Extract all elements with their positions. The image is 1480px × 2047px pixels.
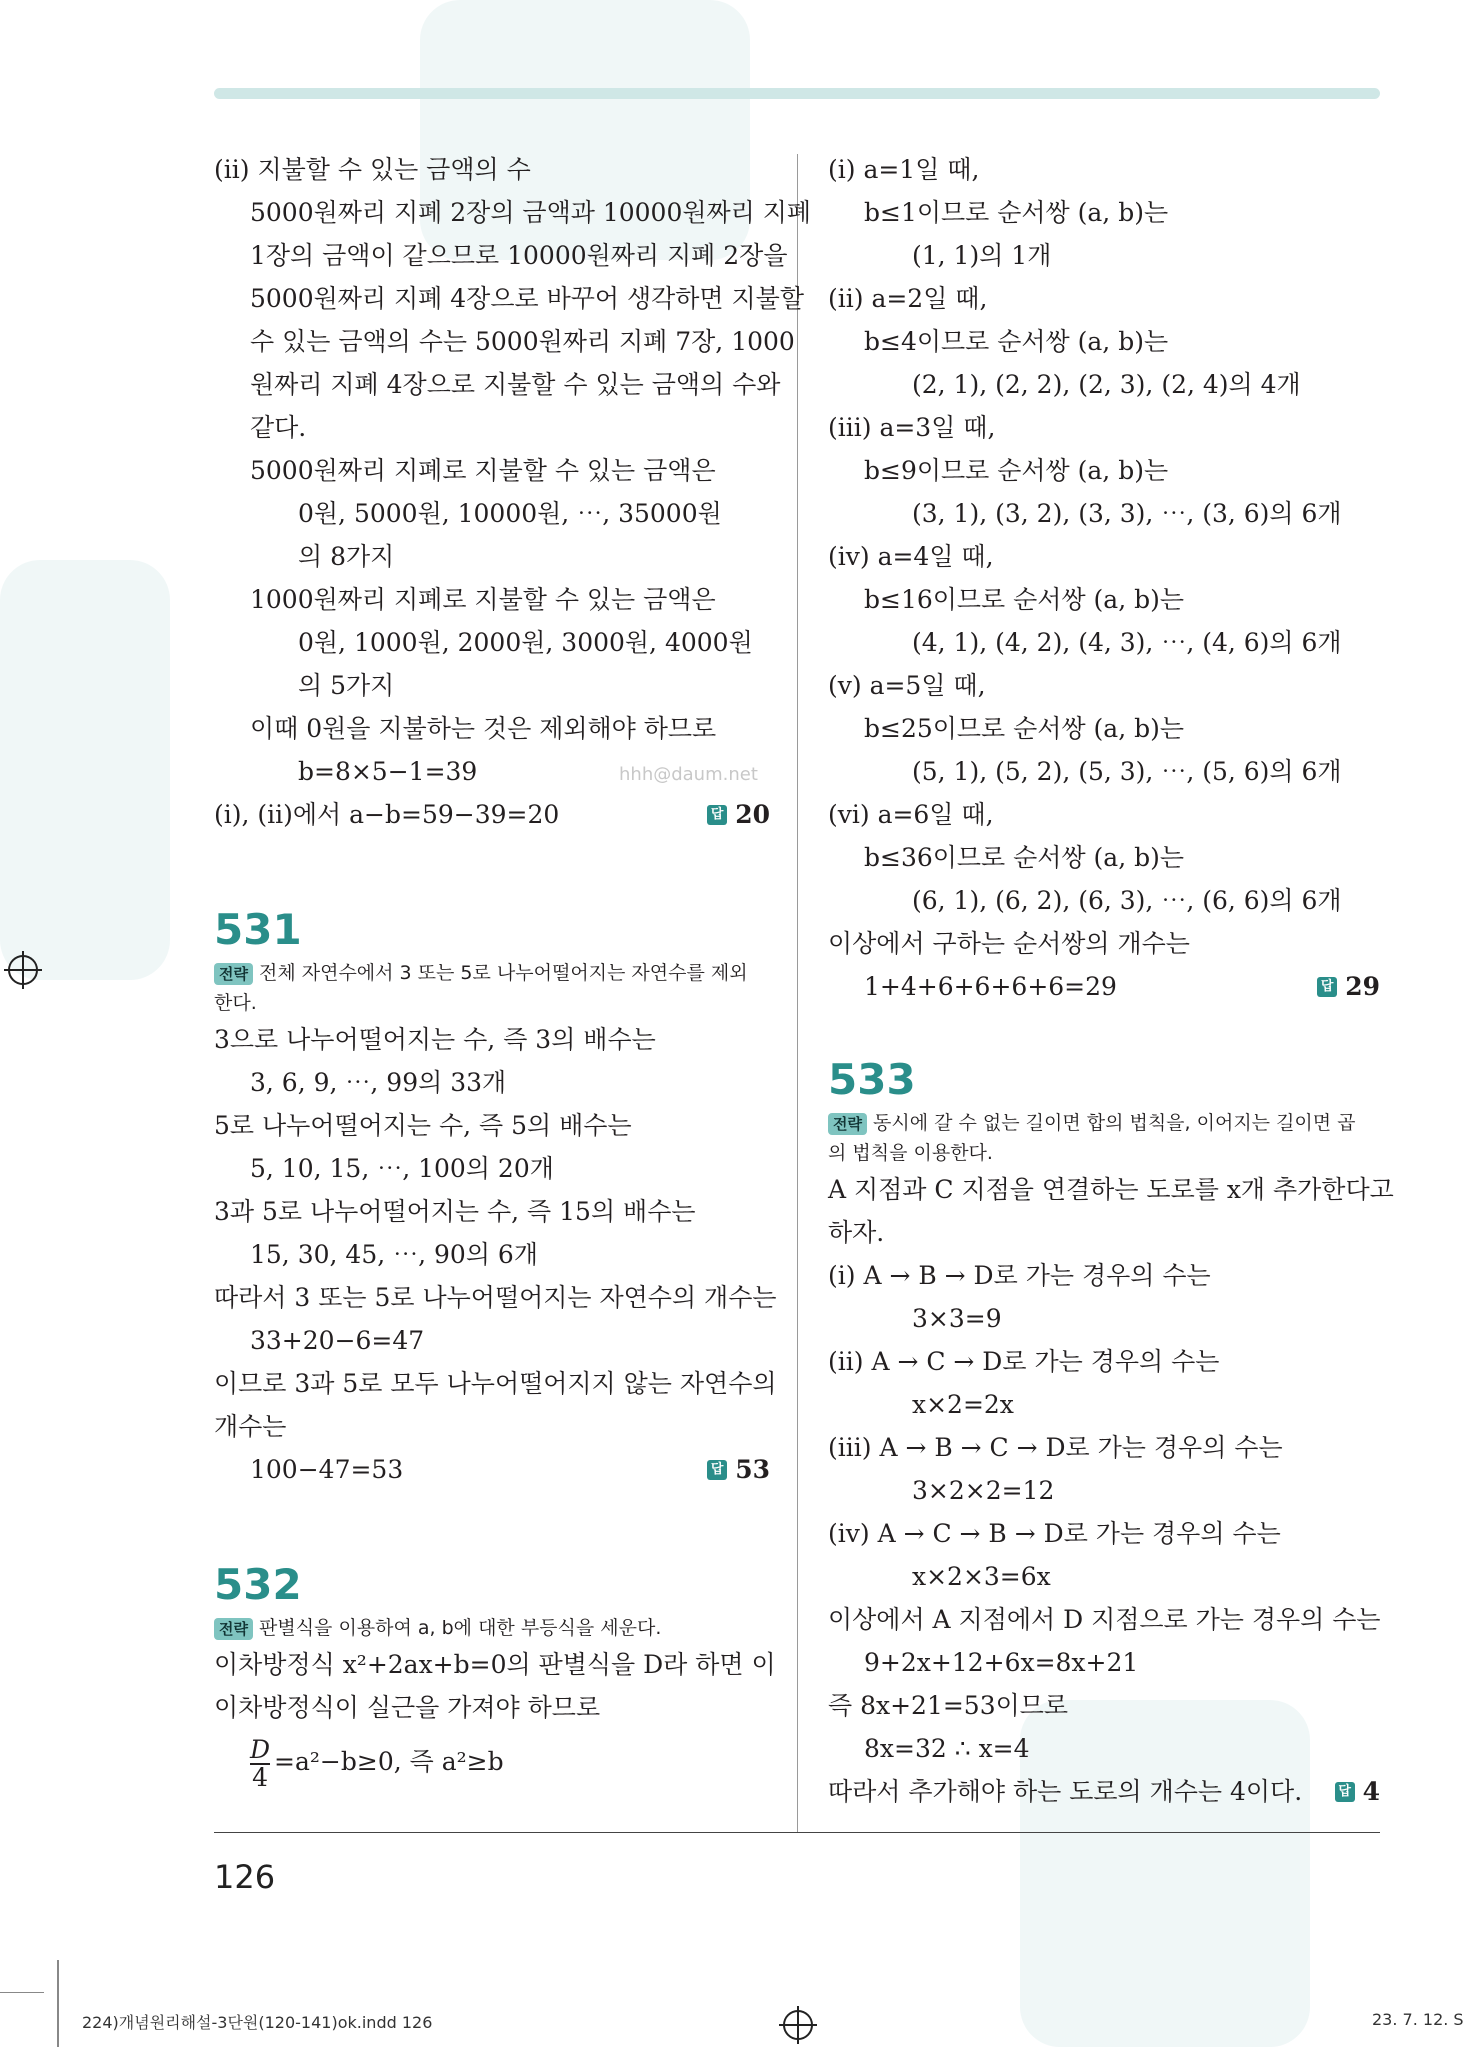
text-line: b≤9이므로 순서쌍 (a, b)는: [864, 456, 1169, 485]
text-line: 5000원짜리 지폐 2장의 금액과 10000원짜리 지폐: [250, 198, 812, 227]
text-line: (6, 1), (6, 2), (6, 3), ⋯, (6, 6)의 6개: [912, 886, 1342, 915]
text-line: A 지점과 C 지점을 연결하는 도로를 x개 추가한다고: [828, 1175, 1394, 1204]
text-line: 원짜리 지폐 4장으로 지불할 수 있는 금액의 수와: [250, 370, 781, 399]
text-line: 3과 5로 나누어떨어지는 수, 즉 15의 배수는: [214, 1197, 696, 1226]
text-line: (4, 1), (4, 2), (4, 3), ⋯, (4, 6)의 6개: [912, 628, 1342, 657]
text-line: (ⅲ) A → B → C → D로 가는 경우의 수는: [828, 1433, 1283, 1462]
text-line: (1, 1)의 1개: [912, 241, 1052, 270]
text-line: b≤1이므로 순서쌍 (a, b)는: [864, 198, 1169, 227]
text-line: b≤16이므로 순서쌍 (a, b)는: [864, 585, 1185, 614]
text-line: 같다.: [250, 413, 307, 442]
text-line: (2, 1), (2, 2), (2, 3), (2, 4)의 4개: [912, 370, 1301, 399]
answer-line: [828, 965, 1380, 1008]
top-decorative-bar: [214, 88, 1380, 99]
strategy-note: [214, 958, 770, 988]
text-line: b≤4이므로 순서쌍 (a, b)는: [864, 327, 1169, 356]
watermark-email: hhh@daum.net: [619, 764, 758, 785]
text-line: 이차방정식이 실근을 가져야 하므로: [214, 1693, 601, 1722]
problem-number: 531: [214, 905, 302, 954]
text-line: 3×3=9: [912, 1304, 1002, 1333]
text-line: 3×2×2=12: [912, 1476, 1055, 1505]
text-line: (ⅱ) a=2일 때,: [828, 284, 988, 313]
text-line: 1000원짜리 지폐로 지불할 수 있는 금액은: [250, 585, 716, 614]
text-line: 따라서 3 또는 5로 나누어떨어지는 자연수의 개수는: [214, 1283, 777, 1312]
text-line: (ⅲ) a=3일 때,: [828, 413, 996, 442]
text-line: 5, 10, 15, ⋯, 100의 20개: [250, 1154, 554, 1183]
strategy-text: 전체 자연수에서 3 또는 5로 나누어떨어지는 자연수를 제외: [258, 962, 748, 984]
text-line: 이상에서 A 지점에서 D 지점으로 가는 경우의 수는: [828, 1605, 1381, 1634]
text-line: (ⅴ) a=5일 때,: [828, 671, 986, 700]
text-line: 3, 6, 9, ⋯, 99의 33개: [250, 1068, 507, 1097]
strategy-note-continued: 의 법칙을 이용한다.: [828, 1142, 993, 1164]
strategy-label: 전략: [214, 1618, 253, 1640]
answer-value: 29: [1345, 972, 1380, 1001]
equation: 1+4+6+6+6+6=29: [864, 972, 1117, 1001]
crop-mark: [57, 1960, 59, 2047]
text-line: 따라서 추가해야 하는 도로의 개수는 4이다.: [828, 1777, 1303, 1806]
strategy-text: 판별식을 이용하여 a, b에 대한 부등식을 세운다.: [258, 1617, 662, 1639]
fraction-denominator: 4: [252, 1762, 268, 1792]
strategy-note: [828, 1108, 1380, 1138]
answer-icon: 답: [707, 805, 727, 825]
strategy-text: 동시에 갈 수 없는 길이면 합의 법칙을, 이어지는 길이면 곱: [872, 1112, 1356, 1134]
column-divider: [797, 154, 798, 1832]
text-line: 15, 30, 45, ⋯, 90의 6개: [250, 1240, 538, 1269]
text-line: 이때 0원을 지불하는 것은 제외해야 하므로: [250, 714, 717, 743]
strategy-label: 전략: [828, 1113, 867, 1135]
text-line: 이므로 3과 5로 모두 나누어떨어지지 않는 자연수의: [214, 1369, 777, 1398]
answer-line: [214, 1448, 770, 1491]
text-line: b≤25이므로 순서쌍 (a, b)는: [864, 714, 1185, 743]
text-line: 0원, 1000원, 2000원, 3000원, 4000원: [298, 628, 753, 657]
strategy-label: 전략: [214, 963, 253, 985]
answer-badge: [707, 1448, 770, 1491]
text-line: [214, 750, 770, 793]
text-line: 이차방정식 x²+2ax+b=0의 판별식을 D라 하면 이: [214, 1650, 776, 1679]
answer-value: 53: [735, 1455, 770, 1484]
crop-mark: [0, 1992, 44, 1993]
text-line: 5000원짜리 지폐 4장으로 바꾸어 생각하면 지불할: [250, 284, 804, 313]
text-line: 0원, 5000원, 10000원, ⋯, 35000원: [298, 499, 722, 528]
problem-number: 533: [828, 1055, 916, 1104]
text-line: (ⅰ) A → B → D로 가는 경우의 수는: [828, 1261, 1211, 1290]
text-line: 3으로 나누어떨어지는 수, 즉 3의 배수는: [214, 1025, 656, 1054]
page-number: 126: [214, 1858, 276, 1896]
text-line: (ⅱ) A → C → D로 가는 경우의 수는: [828, 1347, 1220, 1376]
text-line: 5로 나누어떨어지는 수, 즉 5의 배수는: [214, 1111, 632, 1140]
answer-value: 20: [735, 800, 770, 829]
text-line: 9+2x+12+6x=8x+21: [864, 1648, 1139, 1677]
text-line: x×2×3=6x: [912, 1562, 1051, 1591]
footer-date: 23. 7. 12. S: [1372, 2010, 1464, 2029]
text-line: 8x=32 ∴ x=4: [864, 1734, 1030, 1763]
answer-line: [828, 1770, 1380, 1813]
text-line: (ⅰ) a=1일 때,: [828, 155, 980, 184]
text-line: (ⅱ) 지불할 수 있는 금액의 수: [214, 155, 531, 184]
text-line: (3, 1), (3, 2), (3, 3), ⋯, (3, 6)의 6개: [912, 499, 1342, 528]
equation: (ⅰ), (ⅱ)에서 a−b=59−39=20: [214, 800, 560, 829]
strategy-note-continued: 한다.: [214, 992, 257, 1014]
fraction-line: [214, 1729, 770, 1795]
right-column: [828, 148, 1394, 1813]
registration-mark-icon: [8, 955, 38, 985]
fraction-numerator: D: [250, 1734, 271, 1764]
text-line: 의 8가지: [298, 542, 395, 571]
bottom-rule: [214, 1832, 1380, 1833]
registration-mark-icon: [783, 2010, 813, 2040]
text-line: (ⅵ) a=6일 때,: [828, 800, 994, 829]
text-line: 수 있는 금액의 수는 5000원짜리 지폐 7장, 1000: [250, 327, 795, 356]
fraction: [250, 1734, 271, 1792]
text-line: 이상에서 구하는 순서쌍의 개수는: [828, 929, 1190, 958]
text-line: (ⅳ) a=4일 때,: [828, 542, 994, 571]
text-line: 하자.: [828, 1218, 885, 1247]
answer-badge: [707, 793, 770, 836]
text-line: 5000원짜리 지폐로 지불할 수 있는 금액은: [250, 456, 716, 485]
answer-icon: 답: [1335, 1782, 1355, 1802]
text-line: 즉 8x+21=53이므로: [828, 1691, 1069, 1720]
text-line: (ⅳ) A → C → B → D로 가는 경우의 수는: [828, 1519, 1281, 1548]
answer-icon: 답: [1317, 977, 1337, 997]
answer-value: 4: [1362, 1777, 1380, 1806]
answer-badge: [1335, 1770, 1380, 1813]
text-line: b≤36이므로 순서쌍 (a, b)는: [864, 843, 1185, 872]
left-column: [214, 148, 812, 1795]
text-line: 개수는: [214, 1412, 287, 1441]
footer-file-info: 224)개념원리해설-3단원(120-141)ok.indd 126: [82, 2013, 433, 2032]
text-line: x×2=2x: [912, 1390, 1014, 1419]
answer-badge: [1317, 965, 1380, 1008]
problem-number: 532: [214, 1560, 302, 1609]
background-watermark: [0, 560, 170, 980]
equation: =a²−b≥0, 즉 a²≥b: [274, 1747, 504, 1776]
text-line: 1장의 금액이 같으므로 10000원짜리 지폐 2장을: [250, 241, 788, 270]
answer-icon: 답: [707, 1460, 727, 1480]
text-line: (5, 1), (5, 2), (5, 3), ⋯, (5, 6)의 6개: [912, 757, 1342, 786]
equation: b=8×5−1=39: [298, 757, 478, 786]
answer-line: [214, 793, 770, 836]
strategy-note: [214, 1613, 770, 1643]
text-line: 의 5가지: [298, 671, 395, 700]
text-line: 33+20−6=47: [250, 1326, 425, 1355]
equation: 100−47=53: [250, 1455, 404, 1484]
